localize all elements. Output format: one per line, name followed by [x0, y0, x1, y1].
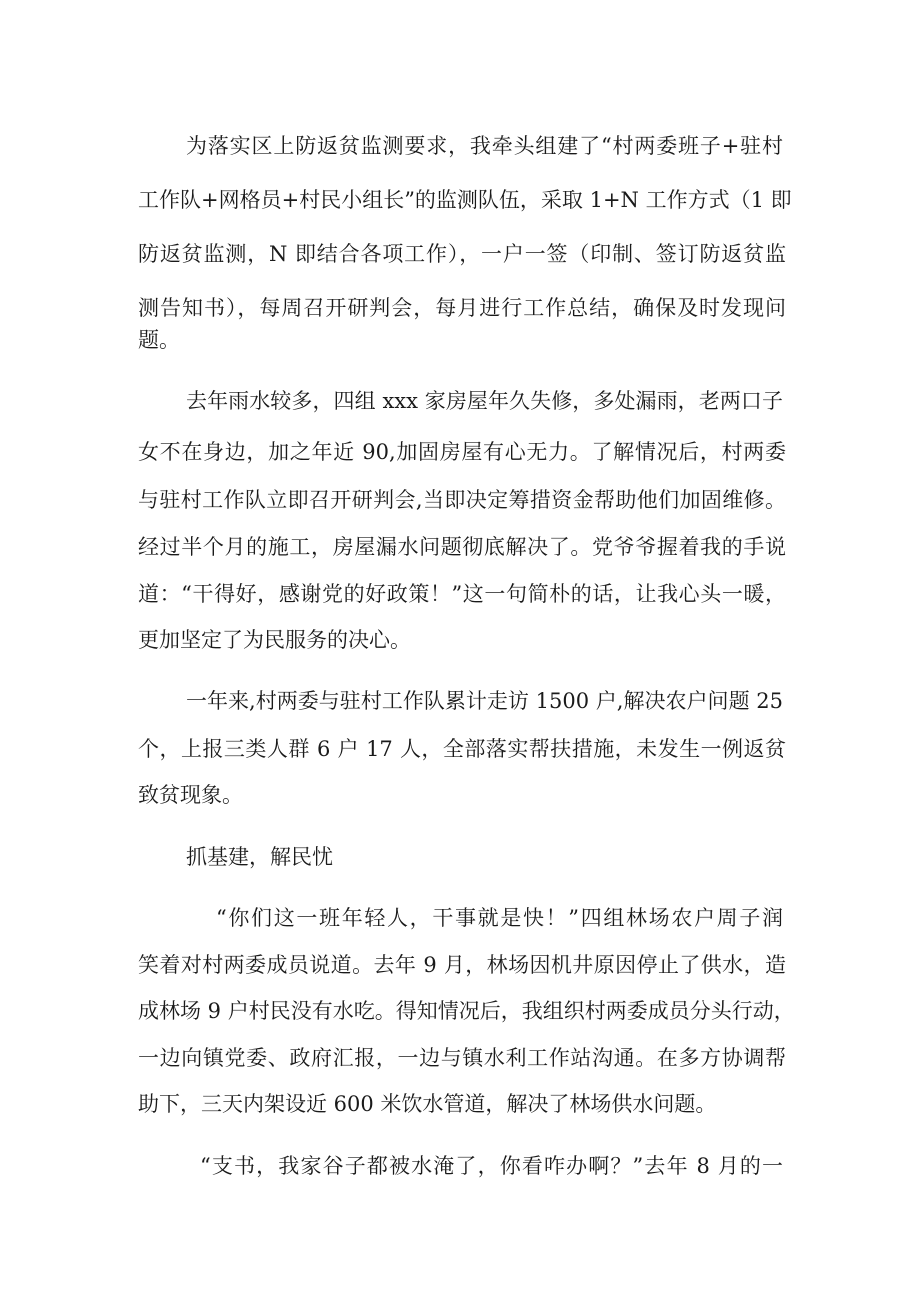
text-line: 防返贫监测，N 即结合各项工作），一户一签（印制、签订防返贫监: [138, 242, 786, 266]
text-line: 笑着对村两委成员说道。去年 9 月，林场因机井原因停止了供水，造: [138, 953, 786, 977]
text-line: 致贫现象。: [138, 783, 243, 807]
text-line: 助下，三天内架设近 600 米饮水管道，解决了林场供水问题。: [138, 1092, 717, 1116]
text-line: “支书，我家谷子都被水淹了，你看咋办啊？”去年 8 月的一: [200, 1154, 783, 1178]
text-line: 一边向镇党委、政府汇报，一边与镇水利工作站沟通。在多方协调帮: [138, 1046, 786, 1070]
text-line: 题。: [138, 328, 180, 352]
text-line: 经过半个月的施工，房屋漏水问题彻底解决了。党爷爷握着我的手说: [138, 535, 786, 559]
text-line: 更加坚定了为民服务的决心。: [138, 628, 411, 652]
section-heading: 抓基建，解民忧: [186, 845, 333, 869]
text-line: 为落实区上防返贫监测要求，我牵头组建了“村两委班子+驻村: [186, 134, 783, 158]
text-line: 一年来,村两委与驻村工作队累计走访 1500 户,解决农户问题 25: [186, 689, 783, 713]
text-line: 与驻村工作队立即召开研判会,当即决定筹措资金帮助他们加固维修。: [138, 488, 786, 512]
text-line: 成林场 9 户村民没有水吃。得知情况后，我组织村两委成员分头行动，: [138, 999, 795, 1023]
text-line: 个，上报三类人群 6 户 17 人，全部落实帮扶措施，未发生一例返贫: [138, 737, 786, 761]
text-line: 去年雨水较多，四组 xxx 家房屋年久失修，多处漏雨，老两口子: [186, 389, 783, 413]
text-line: 女不在身边，加之年近 90,加固房屋有心无力。了解情况后，村两委: [138, 440, 786, 464]
text-line: 工作队+网格员+村民小组长”的监测队伍，采取 1+N 工作方式（1 即: [138, 188, 792, 212]
text-line: 测告知书），每周召开研判会，每月进行工作总结，确保及时发现问: [138, 296, 786, 320]
text-line: “你们这一班年轻人，干事就是快！”四组林场农户周子润: [216, 906, 783, 930]
text-line: 道：“干得好，感谢党的好政策！”这一句简朴的话，让我心头一暖，: [138, 582, 786, 606]
